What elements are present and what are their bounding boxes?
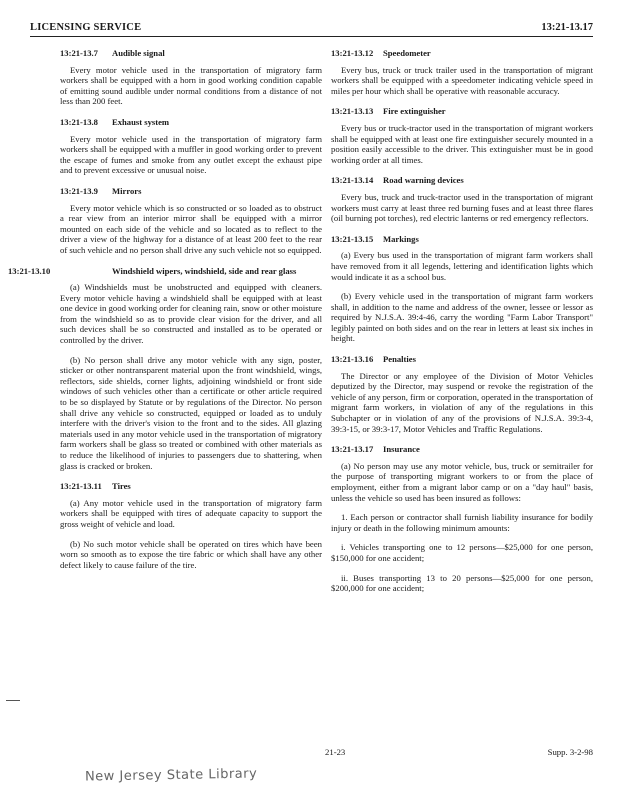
section-number: 13:21-13.14 xyxy=(331,175,374,186)
paragraph: (a) Windshields must be unobstructed and equipped with cleaners. Every motor vehicle having a windshield shall be equipped with at least one device in good working order for cleaning rain, snow or other moisture from the windshield so as to provide clear vision for the driver, and all such devices shall be so constructed and installed as to be operated or controlled by the driver. xyxy=(60,282,322,346)
paragraph: Every motor vehicle used in the transportation of migratory farm workers shall be equipped with a horn in good working condition capable of emitting sound audible under normal conditions from a distance of not less than 200 feet. xyxy=(60,64,322,107)
section-heading xyxy=(331,175,593,186)
paragraph: (a) Every bus used in the transportation of migrant farm workers shall have removed from it all legends, lettering and identification lights which would indicate it as a school bus. xyxy=(331,250,593,282)
section-heading xyxy=(331,48,593,59)
section-title: Tires xyxy=(112,481,131,492)
section-heading xyxy=(8,265,322,277)
section-heading xyxy=(60,48,322,59)
paragraph: ii. Buses transporting 13 to 20 persons—$25,000 for one person, $200,000 for one accident; xyxy=(331,572,593,594)
paragraph: (b) No person shall drive any motor vehicle with any sign, poster, sticker or other nontransparent material upon the front windshield, wings, reflectors, side shields, corner lights, adjoining windshield or front side windows of such vehicles other than a certificate or other article required to be so displayed by Statute or by regulations of the Director. No person shall drive any vehicle so constructed, equipped or loaded as to unduly interfere with the driver's vision to the front and to the sides. All glazing materials used in any motor vehicle used in the transportation of migratory farm workers shall be glass so treated or combined with other materials as to reduce the likelihood of injuries to passengers due to shattering, when glass is cracked or broken. xyxy=(60,354,322,471)
header-section-range: 13:21-13.17 xyxy=(541,22,593,33)
section-title: Road warning devices xyxy=(383,175,464,186)
section-heading xyxy=(331,106,593,117)
section xyxy=(60,117,322,176)
section xyxy=(331,444,593,594)
section-heading xyxy=(331,234,593,245)
section xyxy=(60,48,322,107)
section-title: Speedometer xyxy=(383,48,431,58)
paragraph: (b) Every vehicle used in the transportation of migrant farm workers shall, in addition to the name and address of the owner, lessee or lessor as required by N.J.S.A. 39:4-46, carry the wording "Farm Labor Transport" legibly painted on both sides and on the rear in letters at least six inches in height. xyxy=(331,291,593,344)
section xyxy=(331,48,593,96)
section-title: Insurance xyxy=(383,444,420,455)
right-column xyxy=(331,48,593,604)
section xyxy=(331,106,593,165)
section-number: 13:21-13.11 xyxy=(60,481,102,492)
paragraph: Every motor vehicle which is so constructed or so loaded as to obstruct a rear view from an interior mirror shall be equipped with a mirror mounted on each side of the vehicle and so located as to reflect to the driver a view of the highway for a distance of at least 200 feet to the rear of such vehicle and no person shall drive any such vehicle not so equipped. xyxy=(60,202,322,255)
section-number: 13:21-13.7 xyxy=(60,48,98,58)
section-heading xyxy=(60,117,322,128)
section xyxy=(60,481,322,570)
header-rule xyxy=(30,36,593,37)
paragraph: (a) No person may use any motor vehicle, bus, truck or semitrailer for the purpose of transporting migrant workers to or from the place of employment, either from a migrant labor camp or on a "day haul" basis, unless the vehicle so used has been insured as follows: xyxy=(331,460,593,503)
section-number: 13:21-13.16 xyxy=(331,354,374,365)
section-heading xyxy=(60,481,322,492)
section xyxy=(60,186,322,256)
paragraph: i. Vehicles transporting one to 12 persons—$25,000 for one person, $150,000 for one accident; xyxy=(331,542,593,563)
paragraph: The Director or any employee of the Division of Motor Vehicles deputized by the Director, may suspend or revoke the registration of the vehicle of any person, firm or corporation, operated in the transportation of migrant farm workers, in violation of any of the regulations in this Subchapter or in violation of any of the provisions of N.J.S.A. 39:3-4, 39:3-15, or 39:3-17, Motor Vehicles and Traffic Regulations. xyxy=(331,370,593,434)
section-title: Audible signal xyxy=(112,48,165,58)
running-header xyxy=(30,20,593,38)
section-heading xyxy=(60,186,322,197)
paragraph: Every bus, truck and truck-tractor used in the transportation of migrant workers must carry at least three red burning fuses and at least three flares (oil burning pot torches), red electric lanterns or red emergency reflectors. xyxy=(331,191,593,224)
section-number: 13:21-13.13 xyxy=(331,106,374,117)
supplement-date: Supp. 3-2-98 xyxy=(547,747,593,757)
section-title: Markings xyxy=(383,233,419,244)
section-heading xyxy=(331,444,593,455)
section-number: 13:21-13.9 xyxy=(60,185,98,196)
paragraph: Every bus or truck-tractor used in the transportation of migrant workers shall be equipped with at least one fire extinguisher securely mounted in a position easily accessible to the driver. This extinguisher must be in good working order at all times. xyxy=(331,122,593,165)
paragraph: Every bus, truck or truck trailer used in the transportation of migrant workers shall be equipped with a speedometer indicating vehicle speed in miles per hour which shall be operative with reasonable accuracy. xyxy=(331,64,593,96)
left-column xyxy=(8,48,322,580)
section-title: Exhaust system xyxy=(112,116,170,127)
section-title: Windshield wipers, windshield, side and rear glass xyxy=(112,265,297,276)
page-number: 21-23 xyxy=(325,747,346,757)
header-title: LICENSING SERVICE xyxy=(30,22,142,33)
section xyxy=(8,265,322,472)
section-title: Penalties xyxy=(383,354,416,365)
section-number: 13:21-13.10 xyxy=(8,265,51,276)
paragraph: (b) No such motor vehicle shall be operated on tires which have been worn so smooth as to expose the tire fabric or which shall have any other defect likely to cause failure of the tire. xyxy=(60,538,322,570)
section-number: 13:21-13.17 xyxy=(331,444,374,455)
section xyxy=(331,175,593,223)
margin-mark xyxy=(6,700,20,701)
section-number: 13:21-13.8 xyxy=(60,116,98,127)
section-number: 13:21-13.15 xyxy=(331,233,374,244)
section-title: Fire extinguisher xyxy=(383,106,446,117)
section-title: Mirrors xyxy=(112,185,142,196)
paragraph: Every motor vehicle used in the transportation of migratory farm workers shall be equipped with a muffler in good working order to prevent the escape of fumes and smoke from any outlet except the exhaust pipe and to prevent excessive or unusual noise. xyxy=(60,133,322,176)
section xyxy=(331,354,593,434)
section xyxy=(331,234,593,344)
library-stamp: New Jersey State Library xyxy=(84,766,258,785)
section-number: 13:21-13.12 xyxy=(331,48,374,58)
paragraph: (a) Any motor vehicle used in the transportation of migratory farm workers shall be equipped with tires of adequate capacity to support the gross weight of vehicle and load. xyxy=(60,497,322,529)
section-heading xyxy=(331,354,593,365)
paragraph: 1. Each person or contractor shall furnish liability insurance for bodily injury or death in the following minimum amounts: xyxy=(331,512,593,533)
